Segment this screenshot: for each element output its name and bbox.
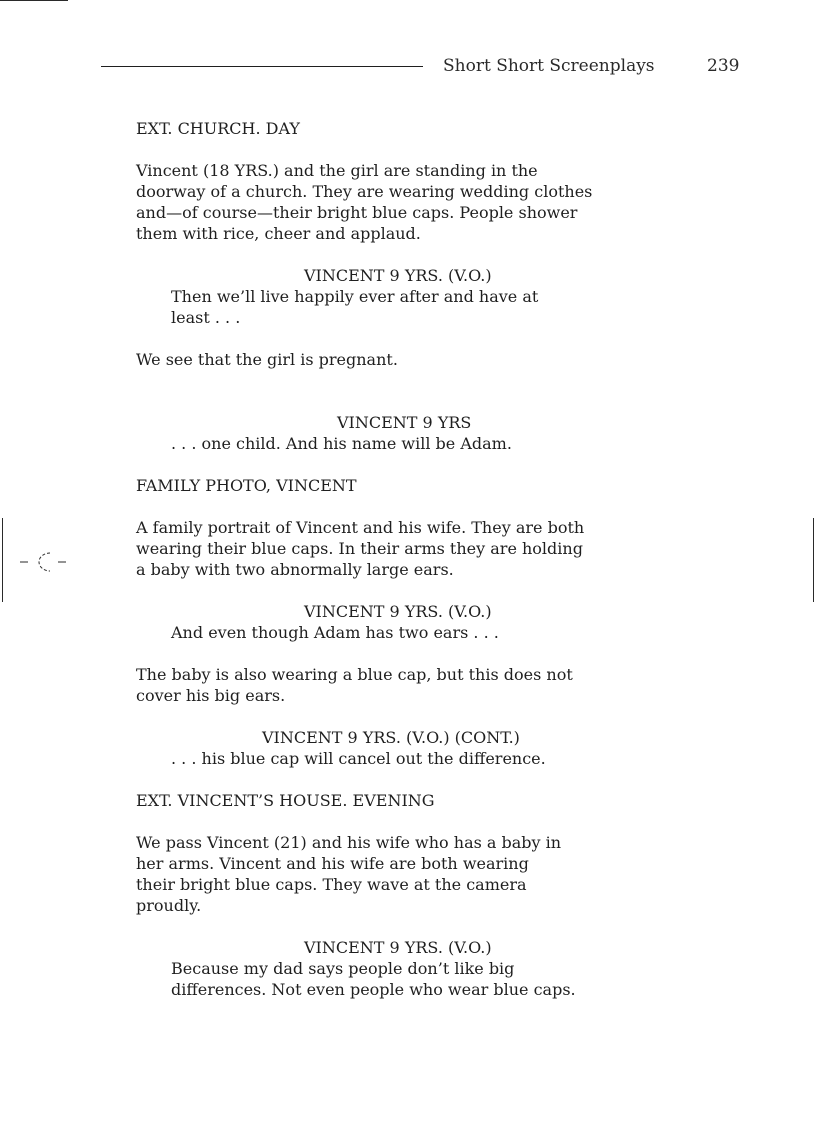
header-rule <box>101 66 423 67</box>
dialogue: . . . his blue cap will cancel out the difference. <box>171 749 546 768</box>
action-line: The baby is also wearing a blue cap, but this does not cover his big ears. <box>136 665 573 705</box>
crop-mark-right <box>813 518 814 602</box>
dialogue: And even though Adam has two ears . . . <box>171 623 499 642</box>
scene-heading: EXT. CHURCH. DAY <box>136 119 300 138</box>
registration-mark-icon <box>20 548 70 576</box>
action-line: A family portrait of Vincent and his wife. They are both wearing their blue caps. In their arms they are holding a baby with two abnormally large ears. <box>136 518 585 579</box>
action-line: We pass Vincent (21) and his wife who has a baby in her arms. Vincent and his wife are both wearing their bright blue caps. They wave at the camera proudly. <box>136 833 562 915</box>
page-number: 239 <box>707 56 740 76</box>
dialogue: Because my dad says people don’t like big differences. Not even people who wear blue caps. <box>171 959 576 999</box>
running-title: Short Short Screenplays <box>443 56 655 76</box>
running-header <box>101 56 741 78</box>
character-cue: VINCENT 9 YRS. (V.O.) <box>304 938 492 957</box>
character-cue: VINCENT 9 YRS <box>337 413 472 432</box>
character-cue: VINCENT 9 YRS. (V.O.) <box>304 266 492 285</box>
crop-mark-top <box>0 0 68 1</box>
action-line: Vincent (18 YRS.) and the girl are standing in the doorway of a church. They are wearing wedding clothes and—of course—their bright blue caps. People shower them with rice, cheer and applaud. <box>136 161 593 243</box>
crop-mark-left <box>2 518 3 602</box>
character-cue: VINCENT 9 YRS. (V.O.) <box>304 602 492 621</box>
scene-heading: EXT. VINCENT’S HOUSE. EVENING <box>136 791 435 810</box>
dialogue: . . . one child. And his name will be Adam. <box>171 434 512 453</box>
scene-heading: FAMILY PHOTO, VINCENT <box>136 476 357 495</box>
character-cue: VINCENT 9 YRS. (V.O.) (CONT.) <box>262 728 520 747</box>
screenplay-body <box>136 118 696 1021</box>
dialogue: Then we’ll live happily ever after and have at least . . . <box>171 287 539 327</box>
action-line: We see that the girl is pregnant. <box>136 350 398 369</box>
